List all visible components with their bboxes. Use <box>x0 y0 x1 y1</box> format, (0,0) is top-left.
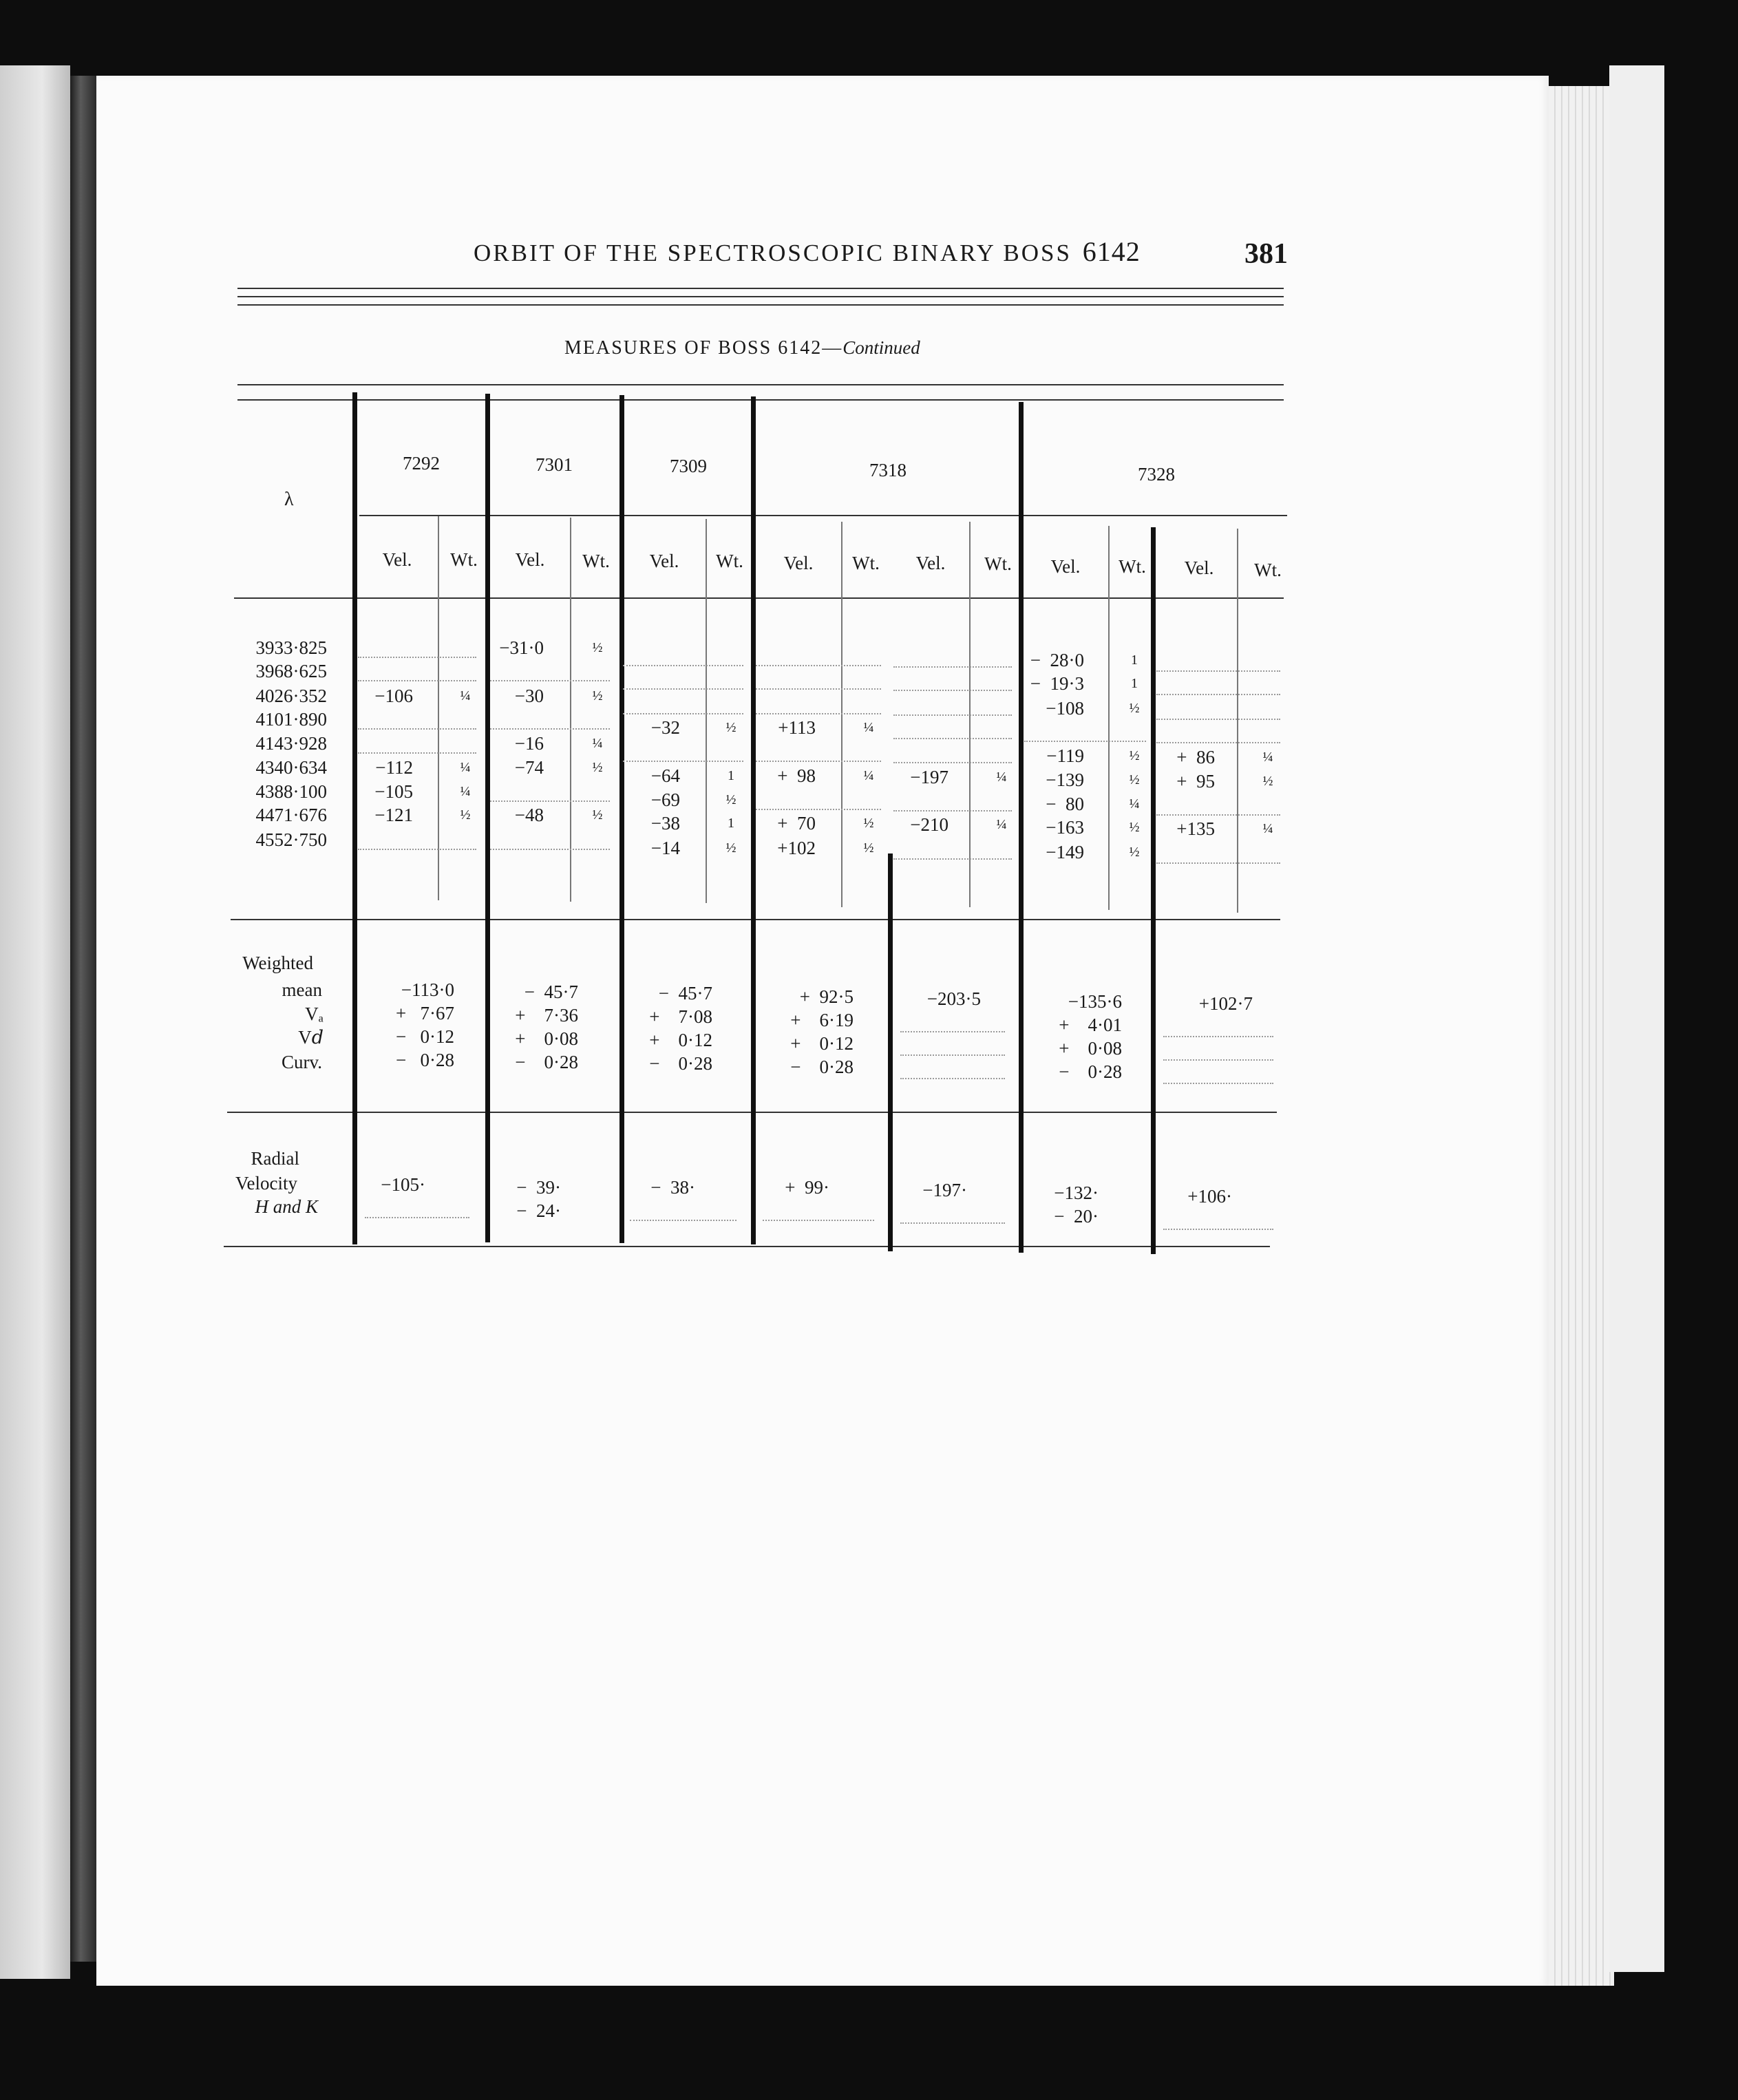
dot-leader <box>893 810 1012 812</box>
vel-column-header: Vel. <box>382 549 412 570</box>
weight-value: ¼ <box>863 720 874 735</box>
velocity-value: −210 <box>910 814 949 835</box>
velocity-value: + 98 <box>777 765 816 786</box>
dot-leader <box>756 688 881 690</box>
weight-value: ¼ <box>1262 750 1273 765</box>
weighted-mean-value: − 0·28 <box>790 1057 854 1077</box>
velocity-value: + 95 <box>1176 771 1215 792</box>
velocity-value: −121 <box>374 805 413 825</box>
running-head <box>474 235 1141 268</box>
weight-value: ¼ <box>1262 821 1273 836</box>
weighted-mean-value: + 0·08 <box>1059 1038 1122 1059</box>
wt-column-header: Wt. <box>716 551 743 571</box>
plate-number: 7318 <box>869 460 907 480</box>
vel-column-header: Vel. <box>1050 556 1081 577</box>
dot-leader <box>1156 694 1280 695</box>
vel-column-header: Vel. <box>1184 558 1214 578</box>
caption-continued: Continued <box>842 337 920 358</box>
velocity-value: −16 <box>514 733 544 754</box>
radial-velocity-value: − 24· <box>516 1200 561 1221</box>
weighted-mean-value: − 45·7 <box>524 982 578 1002</box>
weighted-mean-label: Weighted <box>242 953 313 973</box>
h-and-k-label: H and K <box>255 1196 318 1217</box>
radial-velocity-value: − 38· <box>650 1177 695 1198</box>
weight-value: ½ <box>725 720 736 735</box>
plate-number: 7292 <box>403 453 440 474</box>
weighted-mean-value: + 7·08 <box>649 1006 712 1027</box>
weighted-mean-value: + 0·12 <box>649 1030 712 1050</box>
dot-leader <box>623 713 743 714</box>
dot-leader <box>756 761 881 762</box>
weight-value: ¼ <box>460 784 471 799</box>
va-label: Vₐ <box>305 1004 324 1024</box>
plate-number: 7328 <box>1138 464 1175 485</box>
dot-leader <box>1163 1229 1273 1230</box>
velocity-value: − 19·3 <box>1030 673 1084 694</box>
dot-leader <box>900 1078 1005 1079</box>
radial-velocity-label: Velocity <box>235 1173 297 1194</box>
radial-velocity-value: −197· <box>922 1180 967 1200</box>
velocity-value: −105 <box>374 781 413 802</box>
weighted-mean-value: + 92·5 <box>799 986 854 1007</box>
weighted-mean-value: − 45·7 <box>658 983 712 1004</box>
dot-leader <box>490 728 610 730</box>
velocity-value: −32 <box>650 717 680 738</box>
dot-leader <box>358 728 476 730</box>
wt-column-header: Wt. <box>450 549 478 570</box>
weighted-mean-value: − 0·28 <box>649 1053 712 1074</box>
curv-label: Curv. <box>282 1052 322 1072</box>
vel-column-header: Vel. <box>783 553 814 573</box>
dot-leader <box>900 1054 1005 1056</box>
weighted-mean-value: − 0·12 <box>396 1026 454 1047</box>
weight-value: ½ <box>592 640 603 655</box>
weight-value: ½ <box>1129 772 1140 787</box>
column-rule <box>438 516 439 900</box>
wt-column-header: Wt. <box>984 553 1012 574</box>
wavelength-value: 3968·625 <box>255 661 327 681</box>
dot-leader <box>1156 814 1280 816</box>
book-gutter <box>70 76 96 1962</box>
velocity-value: − 28·0 <box>1030 650 1084 670</box>
column-rule <box>352 392 357 1244</box>
dot-leader <box>490 849 610 850</box>
weight-value: ½ <box>592 807 603 823</box>
radial-velocity-value: − 39· <box>516 1177 561 1198</box>
wt-column-header: Wt. <box>1119 556 1146 577</box>
dot-leader <box>756 665 881 666</box>
velocity-value: −38 <box>650 813 680 834</box>
column-rule <box>485 394 490 1242</box>
dot-leader <box>358 657 476 658</box>
weight-value: ½ <box>592 760 603 775</box>
group-header-rule <box>359 515 1287 516</box>
vel-column-header: Vel. <box>649 551 679 571</box>
table-top-rule <box>237 384 1284 385</box>
weight-value: ½ <box>592 688 603 703</box>
head-rule <box>237 288 1284 289</box>
column-rule <box>1108 526 1110 910</box>
dot-leader <box>490 680 610 681</box>
head-rule <box>237 296 1284 297</box>
dot-leader <box>630 1220 736 1221</box>
weighted-mean-value: −113·0 <box>401 979 454 1000</box>
velocity-value: + 86 <box>1176 747 1215 767</box>
velocity-value: −14 <box>650 838 680 858</box>
column-rule <box>570 518 571 902</box>
velocity-value: +135 <box>1176 818 1215 839</box>
dot-leader <box>1163 1059 1273 1061</box>
weighted-mean-value: + 6·19 <box>790 1010 854 1030</box>
wavelength-value: 4026·352 <box>255 686 327 706</box>
velocity-value: −112 <box>375 757 413 778</box>
dot-leader <box>900 1222 1005 1224</box>
dot-leader <box>623 761 743 762</box>
radial-velocity-value: + 99· <box>785 1177 829 1198</box>
weight-value: ½ <box>1129 820 1140 835</box>
velocity-value: −119 <box>1046 745 1084 766</box>
column-rule <box>888 853 893 1251</box>
dot-leader <box>756 713 881 714</box>
velocity-value: −197 <box>910 767 949 787</box>
velocity-value: −139 <box>1046 770 1084 790</box>
dot-leader <box>1156 719 1280 720</box>
weighted-mean-value: + 7·36 <box>515 1005 578 1026</box>
wavelength-value: 4101·890 <box>255 709 327 730</box>
velocity-value: + 70 <box>777 813 816 834</box>
weighted-mean-value: + 0·12 <box>790 1033 854 1054</box>
weighted-mean-value: −203·5 <box>926 988 981 1009</box>
weight-value: ½ <box>460 807 471 823</box>
velocity-value: −149 <box>1046 842 1084 862</box>
dot-leader <box>1156 862 1280 864</box>
column-rule <box>1237 529 1238 913</box>
dot-leader <box>1163 1036 1273 1037</box>
radial-velocity-value: − 20· <box>1054 1206 1099 1227</box>
weight-value: 1 <box>1131 676 1138 691</box>
wavelength-value: 4552·750 <box>255 829 327 850</box>
weight-value: 1 <box>1131 653 1138 668</box>
velocity-value: −163 <box>1046 817 1084 838</box>
wavelength-value: 4388·100 <box>255 781 327 802</box>
dot-leader <box>1163 1083 1273 1084</box>
weight-value: 1 <box>728 816 734 831</box>
weight-value: ½ <box>1129 701 1140 716</box>
weighted-mean-value: − 0·28 <box>515 1052 578 1072</box>
weight-value: ¼ <box>460 760 471 775</box>
radial-velocity-label: Radial <box>251 1148 299 1169</box>
dot-leader <box>358 849 476 850</box>
left-page-edge <box>0 65 70 1979</box>
radial-velocity-value: −105· <box>381 1174 425 1195</box>
column-rule <box>706 519 707 903</box>
velocity-value: −108 <box>1046 698 1084 719</box>
running-title: ORBIT OF THE SPECTROSCOPIC BINARY BOSS <box>474 240 1072 266</box>
velocity-value: −48 <box>514 805 544 825</box>
dot-leader <box>1156 742 1280 743</box>
weight-value: 1 <box>728 768 734 783</box>
weight-value: ¼ <box>863 768 874 783</box>
column-rule <box>1019 402 1024 1253</box>
weighted-mean-value: +102·7 <box>1198 993 1253 1014</box>
caption-title: MEASURES OF BOSS 6142— <box>564 337 843 359</box>
weight-value: ½ <box>863 840 874 856</box>
wavelength-value: 4143·928 <box>255 733 327 754</box>
dot-leader <box>623 688 743 690</box>
dot-leader <box>893 714 1012 716</box>
weighted-mean-value: −135·6 <box>1068 991 1122 1012</box>
velocity-value: −106 <box>374 686 413 706</box>
head-rule <box>237 304 1284 306</box>
dot-leader <box>893 762 1012 763</box>
lambda-header: λ <box>284 489 294 510</box>
weight-value: ½ <box>863 816 874 831</box>
vd-label: V𝑑 <box>298 1027 324 1048</box>
page-number: 381 <box>1244 238 1288 270</box>
back-cover-edge <box>1609 65 1664 1972</box>
weight-value: ½ <box>1262 774 1273 789</box>
weight-value: ¼ <box>592 736 603 751</box>
wavelength-value: 4340·634 <box>255 757 327 778</box>
dot-leader <box>1024 741 1146 742</box>
weighted-mean-value: + 7·67 <box>396 1003 454 1024</box>
wavelength-value: 3933·825 <box>255 637 327 658</box>
column-rule <box>751 396 756 1244</box>
dot-leader <box>358 752 476 754</box>
dot-leader <box>358 680 476 681</box>
vel-column-header: Vel. <box>515 549 545 570</box>
weighted-mean-label: mean <box>282 979 322 1000</box>
dot-leader <box>893 738 1012 739</box>
plate-number: 7309 <box>670 456 707 476</box>
wt-column-header: Wt. <box>582 551 610 571</box>
velocity-value: +102 <box>777 838 816 858</box>
radial-velocity-value: +106· <box>1187 1186 1232 1207</box>
wt-column-header: Wt. <box>852 553 880 573</box>
vel-column-header: Vel. <box>915 553 946 573</box>
weighted-mean-value: − 0·28 <box>396 1050 454 1070</box>
weighted-mean-value: − 0·28 <box>1059 1061 1122 1082</box>
velocity-value: −74 <box>514 757 544 778</box>
velocity-value: −64 <box>650 765 680 786</box>
velocity-value: −30 <box>514 686 544 706</box>
table-caption <box>564 337 920 359</box>
dot-leader <box>893 858 1012 860</box>
velocity-value: +113 <box>778 717 816 738</box>
weighted-mean-value: + 4·01 <box>1059 1015 1122 1035</box>
dot-leader <box>490 800 610 802</box>
dot-leader <box>763 1220 874 1221</box>
velocity-value: − 80 <box>1046 794 1084 814</box>
column-header-rule <box>234 597 1284 599</box>
velocity-value: −69 <box>650 789 680 810</box>
dot-leader <box>900 1031 1005 1032</box>
column-rule <box>841 522 842 907</box>
weight-value: ½ <box>725 792 736 807</box>
column-rule <box>619 395 624 1243</box>
wavelength-value: 4471·676 <box>255 805 327 825</box>
dot-leader <box>1156 670 1280 672</box>
weighted-mean-value: + 0·08 <box>515 1028 578 1049</box>
dot-leader <box>623 665 743 666</box>
dot-leader <box>893 666 1012 668</box>
dot-leader <box>756 809 881 810</box>
plate-number: 7301 <box>536 454 573 475</box>
weight-value: ½ <box>725 840 736 856</box>
weight-value: ¼ <box>460 688 471 703</box>
running-title-number: 6142 <box>1082 236 1141 267</box>
wt-column-header: Wt. <box>1254 560 1282 580</box>
velocity-value: −31·0 <box>499 637 544 658</box>
weight-value: ½ <box>1129 845 1140 860</box>
table-bottom-rule <box>224 1246 1270 1247</box>
dot-leader <box>365 1217 469 1218</box>
dot-leader <box>893 690 1012 691</box>
weight-value: ¼ <box>1129 796 1140 812</box>
radial-velocity-value: −132· <box>1054 1182 1099 1203</box>
weight-value: ¼ <box>996 817 1007 832</box>
table-top-rule <box>237 399 1284 401</box>
weight-value: ¼ <box>996 770 1007 785</box>
column-rule <box>1151 527 1156 1254</box>
weight-value: ½ <box>1129 748 1140 763</box>
